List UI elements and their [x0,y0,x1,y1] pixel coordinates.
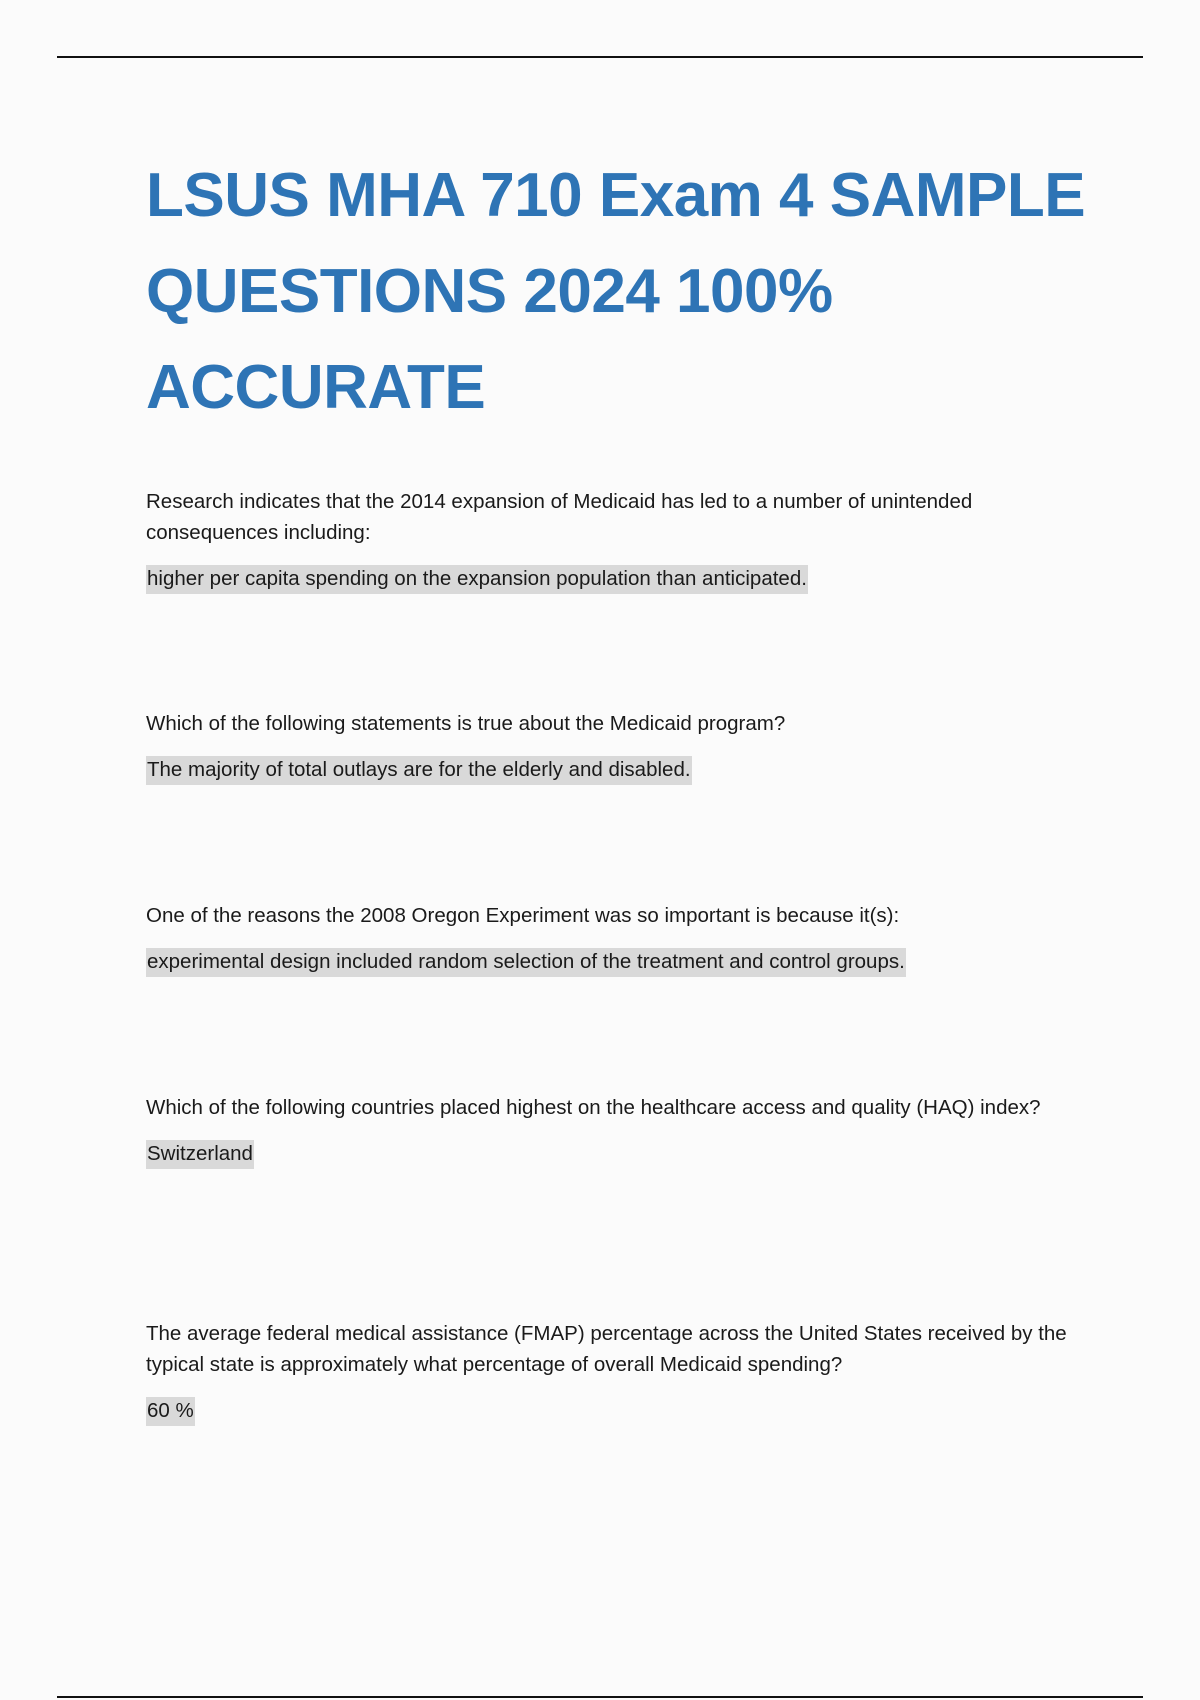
question-text: Which of the following countries placed highest on the healthcare access and quality (HAQ) index? [146,1096,1041,1119]
answer-text: higher per capita spending on the expansion population than anticipated. [146,565,808,594]
qa-item [146,708,1106,785]
qa-item [146,486,1106,594]
answer-text: Switzerland [146,1140,254,1169]
footer-rule [57,1696,1143,1698]
qa-item [146,1092,1106,1169]
document-title: LSUS MHA 710 Exam 4 SAMPLE QUESTIONS 2024 100% ACCURATE [146,161,1086,422]
question-text: The average federal medical assistance (FMAP) percentage across the United States received by the typical state is approximately what percentage of overall Medicaid spending? [146,1322,1067,1376]
question-text: One of the reasons the 2008 Oregon Experiment was so important is because it(s): [146,904,900,927]
answer-text: 60 % [146,1397,195,1426]
answer-text: experimental design included random selection of the treatment and control groups. [146,948,906,977]
qa-item [146,900,1106,977]
answer-text: The majority of total outlays are for the elderly and disabled. [146,756,692,785]
question-text: Research indicates that the 2014 expansion of Medicaid has led to a number of unintended consequences including: [146,490,973,544]
header-rule [57,56,1143,58]
question-text: Which of the following statements is true about the Medicaid program? [146,712,786,735]
qa-item [146,1318,1106,1426]
